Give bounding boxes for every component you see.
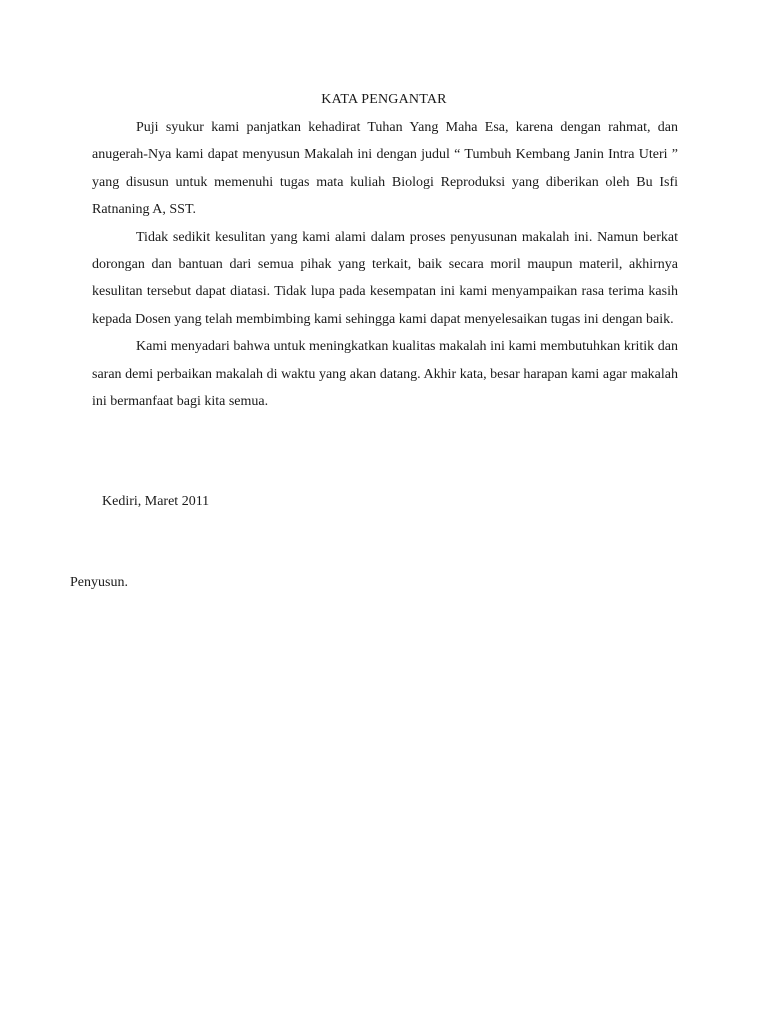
page-title: KATA PENGANTAR [321, 92, 447, 107]
paragraph-3: Kami menyadari bahwa untuk meningkatkan kualitas makalah ini kami membutuhkan kritik dan saran demi perbaikan makalah di waktu yang akan datang. Akhir kata, besar harapan kami agar makalah ini bermanfaat bagi kita semua. [92, 339, 678, 410]
place-date: Kediri, Maret 2011 [102, 494, 210, 509]
paragraph-2: Tidak sedikit kesulitan yang kami alami dalam proses penyusunan makalah ini. Namun berkat dorongan dan bantuan dari semua pihak yang terkait, baik secara moril maupun materil, akhirnya kesulitan tersebut dapat diatasi. Tidak lupa pada kesempatan ini kami menyampaikan rasa terima kasih kepada Dosen yang telah membimbing kami sehingga kami dapat menyelesaikan tugas ini dengan baik. [92, 229, 678, 327]
paragraph-1: Puji syukur kami panjatkan kehadirat Tuhan Yang Maha Esa, karena dengan rahmat, dan anugerah-Nya kami dapat menyusun Makalah ini dengan judul “ Tumbuh Kembang Janin Intra Uteri ” yang disusun untuk memenuhi tugas mata kuliah Biologi Reproduksi yang diberikan oleh Bu Isfi Ratnaning A, SST. [92, 120, 678, 218]
body-text [92, 114, 678, 415]
signature-label: Penyusun. [70, 575, 128, 590]
